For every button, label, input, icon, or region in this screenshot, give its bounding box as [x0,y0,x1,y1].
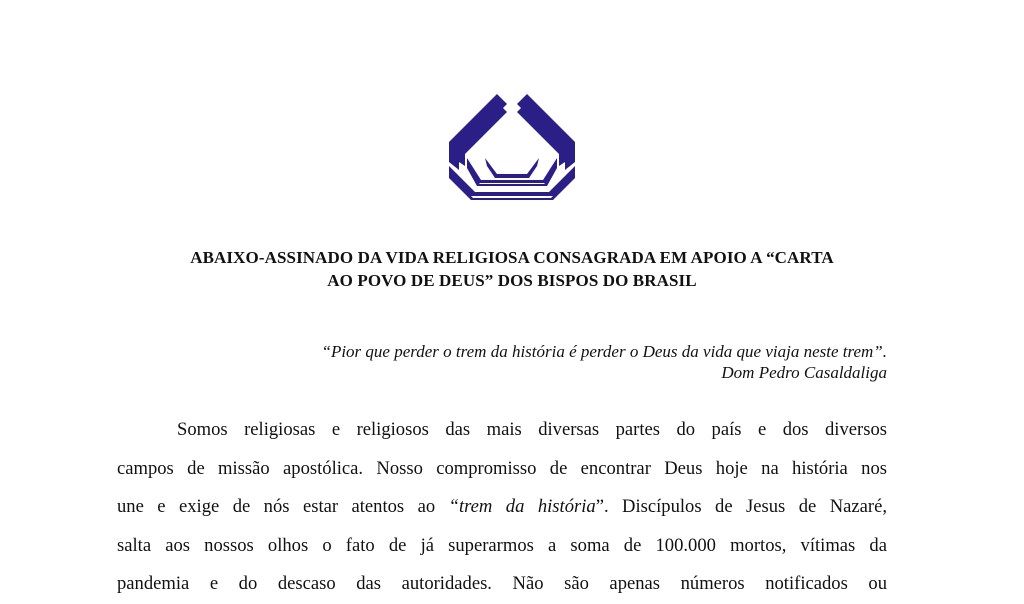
body-line: campos de missão apostólica. Nosso compromisso de encontrar Deus hoje na história nos [117,457,887,479]
epigraph-author: Dom Pedro Casaldaliga [721,363,887,382]
epigraph [322,341,888,383]
body-line-3 [117,488,887,527]
body-paragraph [117,411,887,604]
body-line-3-start: une e exige de nós estar atentos ao [117,496,436,517]
body-line: Somos religiosas e religiosos das mais diversas partes do país e dos diversos [177,419,887,440]
epigraph-quote: “Pior que perder o trem da história é perder o Deus da vida que viaja neste trem”. [321,342,887,361]
body-line: pandemia e do descaso das autoridades. Não são apenas números notificados ou [117,573,887,594]
title-line-1: ABAIXO-ASSINADO DA VIDA RELIGIOSA CONSAGRADA EM APOIO A “CARTA [190,248,834,267]
body-line: salta aos nossos olhos o fato de já superarmos a soma de 100.000 mortos, vítimas da [117,534,887,556]
document-title [100,246,924,292]
emphasis-text: “trem da história [448,496,596,517]
title-line-2: AO POVO DE DEUS” DOS BISPOS DO BRASIL [327,271,697,290]
body-line-3-end: ”. Discípulos de Jesus de Nazaré, [595,496,887,517]
logo-icon [445,92,579,202]
